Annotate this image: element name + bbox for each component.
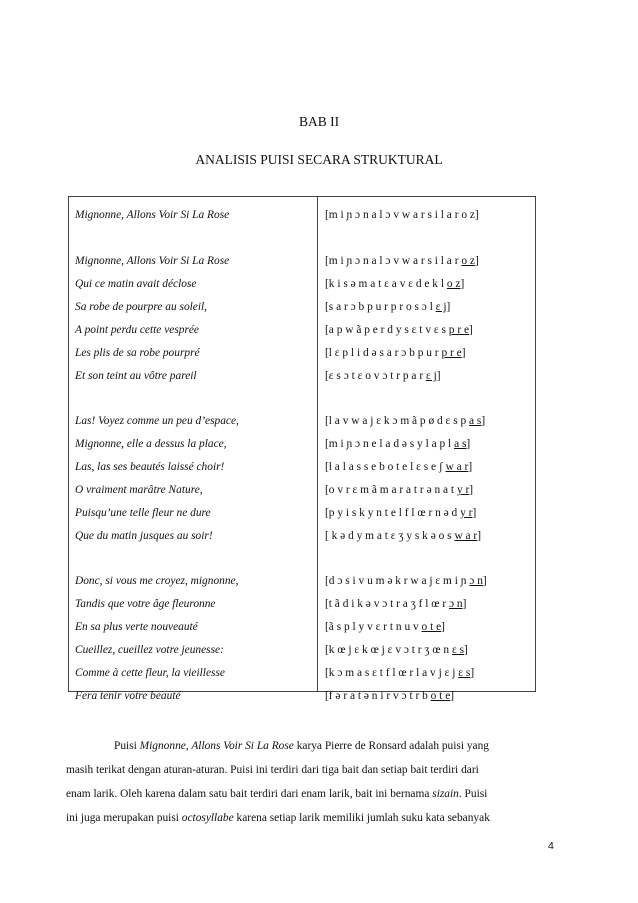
ipa-text: [ k ə d y m a t ɛ ʒ y s k ə o s xyxy=(325,530,455,542)
ipa-transcription xyxy=(325,575,535,587)
text-run: karya Pierre de Ronsard adalah puisi yang xyxy=(293,740,490,752)
ipa-transcription xyxy=(325,461,535,473)
italic-term: octosyllabe xyxy=(181,812,234,824)
ipa-text: [t ã d i k ə v ɔ t r a ʒ f l œ r xyxy=(325,598,449,610)
ipa-text: [s a r ɔ b p u r p r o s ɔ l xyxy=(325,301,436,313)
poem-line: Que du matin jusques au soir! xyxy=(75,530,213,542)
ipa-transcription xyxy=(325,301,535,313)
ipa-text: ] xyxy=(469,324,473,336)
paragraph-line xyxy=(66,806,538,830)
text-run: Puisi xyxy=(114,740,140,752)
italic-term: Mignonne, Allons Voir Si La Rose xyxy=(139,740,294,752)
poem-line: A point perdu cette vesprée xyxy=(75,324,199,336)
ipa-text: [d ɔ s i v u m ə k r w a j ɛ m i ɲ xyxy=(325,575,470,587)
ipa-text: ] xyxy=(450,690,455,702)
ipa-transcription xyxy=(325,621,535,633)
ipa-transcription xyxy=(325,438,535,450)
ipa-transcription xyxy=(325,324,535,336)
poem-table xyxy=(68,196,536,702)
ipa-text: [ɛ s ɔ t ɛ o v ɔ t r p a r xyxy=(325,370,426,382)
ipa-text: ] xyxy=(441,621,445,633)
ipa-transcription xyxy=(325,530,535,542)
rhyme-underline: p r e xyxy=(448,324,470,336)
rhyme-underline: o t e xyxy=(421,621,442,633)
ipa-text: ] xyxy=(470,667,475,679)
chapter-heading: BAB II xyxy=(298,114,340,129)
italic-term: sizain xyxy=(432,788,459,800)
poem-line: Donc, si vous me croyez, mignonne, xyxy=(75,575,239,587)
poem-line: Las! Voyez comme un peu d’espace, xyxy=(75,415,239,427)
text-run: . Puisi xyxy=(458,788,488,800)
ipa-transcription xyxy=(325,209,535,221)
rhyme-underline: p r e xyxy=(441,347,462,359)
poem-line: Fera tenir votre beauté xyxy=(75,690,181,702)
ipa-transcription xyxy=(325,278,535,290)
paragraph-line xyxy=(66,734,538,758)
paragraph-line xyxy=(66,782,538,806)
ipa-text: [l a v w a j ɛ k ɔ m ã p ø d ɛ s p xyxy=(325,415,470,427)
ipa-text: [l ɛ p l i d ə s a r ɔ b p u r xyxy=(325,347,442,359)
ipa-text: [m i ɲ ɔ n e l a d ə s y l a p l xyxy=(325,438,455,450)
ipa-text: [k œ j ɛ k œ j ɛ v ɔ t r ʒ œ n xyxy=(325,644,452,656)
ipa-text: [o v r ɛ m ã m a r a t r ə n a t xyxy=(325,484,457,496)
column-divider xyxy=(317,197,318,691)
ipa-text: [l a l a s s e b o t e l ɛ s e ʃ xyxy=(325,461,446,473)
ipa-text: ] xyxy=(472,507,477,519)
ipa-text: ] xyxy=(469,484,474,496)
rhyme-underline: ɔ n xyxy=(448,598,463,610)
ipa-transcription xyxy=(325,507,535,519)
rhyme-underline: w a r xyxy=(454,530,478,542)
poem-line: Tandis que votre âge fleuronne xyxy=(75,598,216,610)
text-run: karena setiap larik memiliki jumlah suku kata sebanyak xyxy=(233,812,490,824)
rhyme-underline: o t e xyxy=(430,690,451,702)
rhyme-underline: ɛ j xyxy=(425,370,437,382)
poem-line: Sa robe de pourpre au soleil, xyxy=(75,301,208,313)
ipa-transcription xyxy=(325,370,535,382)
poem-line: Qui ce matin avait déclose xyxy=(75,278,197,290)
ipa-text: [k i s ə m a t ɛ a v ɛ d e k l xyxy=(325,278,447,290)
ipa-text: ] xyxy=(460,278,465,290)
ipa-text: ] xyxy=(461,347,466,359)
poem-line: O vraiment marâtre Nature, xyxy=(75,484,203,496)
rhyme-underline: ɛ j xyxy=(435,301,447,313)
ipa-text: [k ɔ m a s ɛ t f l œ r l a v j ɛ j xyxy=(325,667,459,679)
ipa-text: ] xyxy=(464,644,468,656)
ipa-transcription xyxy=(325,667,535,679)
poem-line: Mignonne, Allons Voir Si La Rose xyxy=(75,209,230,221)
rhyme-underline: ɛ s xyxy=(458,667,471,679)
ipa-transcription xyxy=(325,598,535,610)
rhyme-underline: a s xyxy=(469,415,482,427)
ipa-text: [m i ɲ ɔ n a l ɔ v w a r s i l a r o z] xyxy=(325,209,479,221)
text-run: ini juga merupakan puisi xyxy=(66,812,182,824)
poem-line: Et son teint au vôtre pareil xyxy=(75,370,197,382)
poem-line: Cueillez, cueillez votre jeunesse: xyxy=(75,644,224,656)
ipa-text: ] xyxy=(474,255,479,267)
ipa-text: ] xyxy=(477,530,482,542)
text-run: enam larik. Oleh karena dalam satu bait terdiri dari enam larik, bait ini bernama xyxy=(66,788,433,800)
rhyme-underline: y r xyxy=(456,484,470,496)
poem-line: Mignonne, Allons Voir Si La Rose xyxy=(75,255,230,267)
ipa-text: [f ə r a t ə n i r v ɔ t r b xyxy=(325,690,431,702)
page-number: 4 xyxy=(548,840,554,852)
poem-line: En sa plus verte nouveauté xyxy=(75,621,198,633)
poem-line: Puisqu’une telle fleur ne dure xyxy=(75,507,211,519)
text-run: masih terikat dengan aturan-aturan. Puisi ini terdiri dari tiga bait dan setiap bait terdiri dari xyxy=(66,764,479,776)
ipa-transcription xyxy=(325,347,535,359)
ipa-text: ] xyxy=(481,415,486,427)
poem-line: Las, las ses beautés laissé choir! xyxy=(75,461,225,473)
rhyme-underline: y r xyxy=(460,507,473,519)
ipa-text: [m i ɲ ɔ n a l ɔ v w a r s i l a r xyxy=(325,255,462,267)
ipa-text: [a p w ã p e r d y s ɛ t v ɛ s xyxy=(325,324,449,336)
ipa-text: ] xyxy=(436,370,441,382)
ipa-transcription xyxy=(325,255,535,267)
rhyme-underline: ɔ n xyxy=(469,575,483,587)
poem-line: Mignonne, elle a dessus la place, xyxy=(75,438,227,450)
ipa-text: [ã s p l y v ɛ r t n u v xyxy=(325,621,422,633)
body-paragraph xyxy=(66,734,538,830)
chapter-subtitle: ANALISIS PUISI SECARA STRUKTURAL xyxy=(195,152,443,167)
ipa-text: ] xyxy=(462,598,467,610)
ipa-transcription xyxy=(325,484,535,496)
rhyme-underline: o z xyxy=(461,255,475,267)
rhyme-underline: o z xyxy=(446,278,461,290)
paragraph-line xyxy=(66,758,538,782)
ipa-transcription xyxy=(325,690,535,702)
poem-line: Les plis de sa robe pourpré xyxy=(75,347,200,359)
ipa-text: ] xyxy=(468,461,473,473)
rhyme-underline: a s xyxy=(454,438,467,450)
ipa-text: ] xyxy=(446,301,451,313)
rhyme-underline: w a r xyxy=(445,461,469,473)
ipa-text: ] xyxy=(482,575,487,587)
rhyme-underline: ɛ s xyxy=(451,644,465,656)
ipa-transcription xyxy=(325,415,535,427)
ipa-text: [p y i s k y n t e l f l œ r n ə d xyxy=(325,507,461,519)
poem-line: Comme à cette fleur, la vieillesse xyxy=(75,667,225,679)
ipa-transcription xyxy=(325,644,535,656)
ipa-text: ] xyxy=(466,438,471,450)
